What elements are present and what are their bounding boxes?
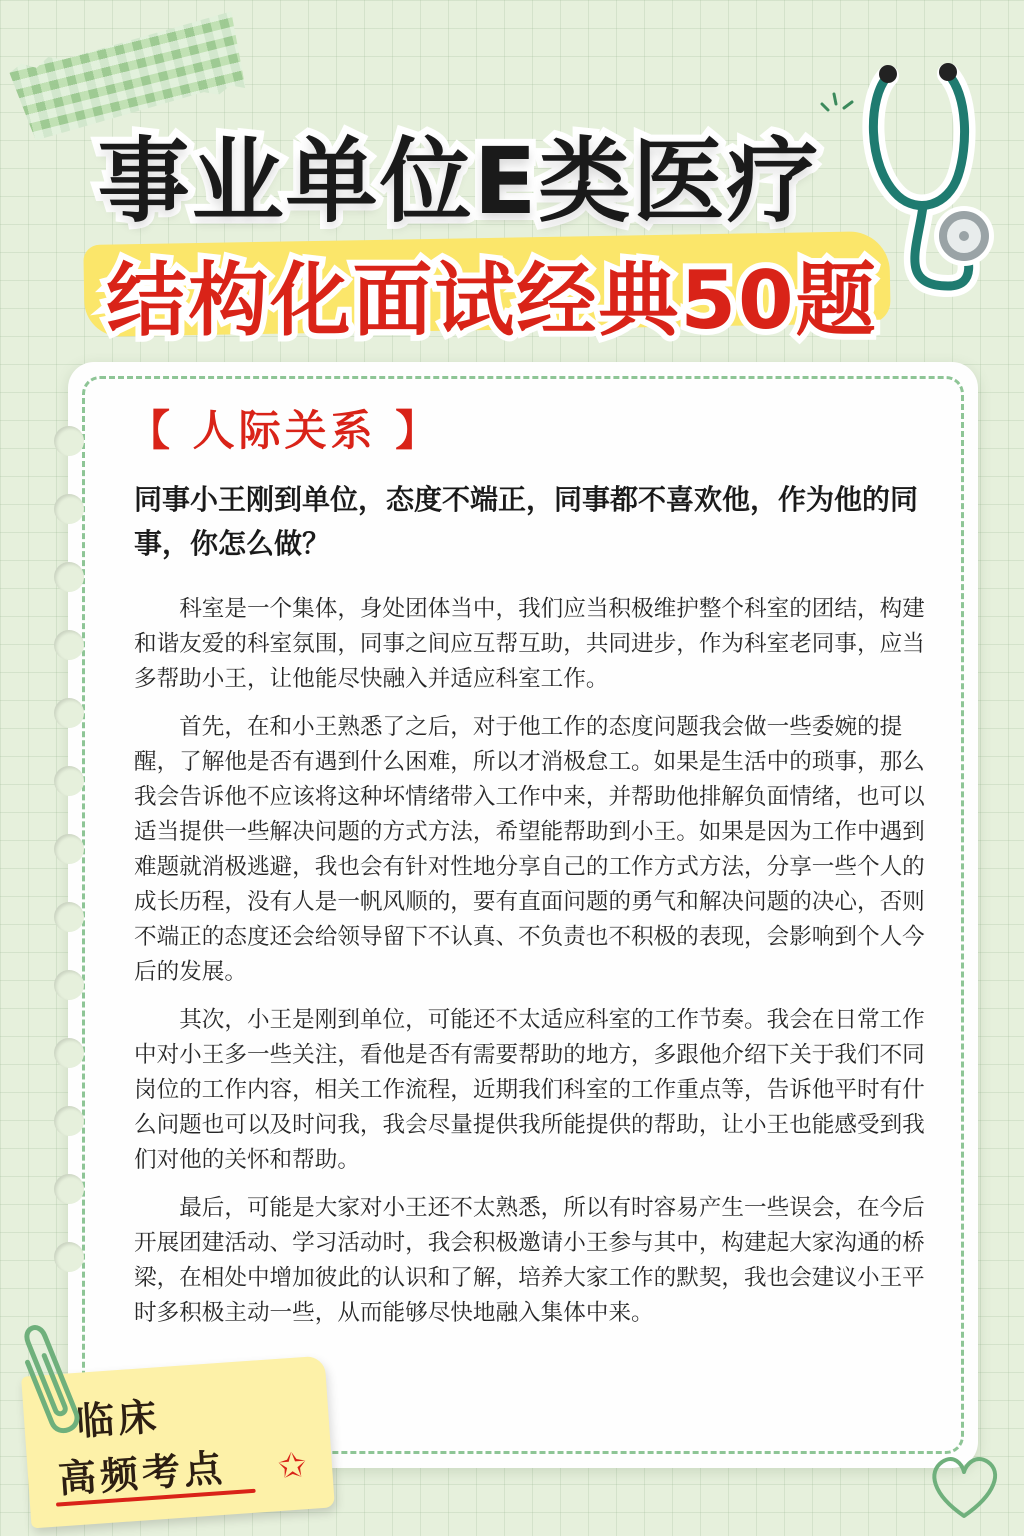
binder-hole [54,426,84,456]
binder-hole [54,494,84,524]
binder-hole [54,1106,84,1136]
answer-paragraph: 其次，小王是刚到单位，可能还不太适应科室的工作节奏。我会在日常工作中对小王多一些关注，看他是否有需要帮助的地方，多跟他介绍下关于我们不同岗位的工作内容，相关工作流程，近期我们科室的工作重点等，告诉他平时有什么问题也可以及时问我，我会尽量提供我所能提供的帮助，让小王也能感受到我们对他的关怀和帮助。 [134,1007,925,1173]
binder-hole [54,970,84,1000]
question-text: 同事小王刚到单位，态度不端正，同事都不喜欢他，作为他的同事，你怎么做？ [134,483,919,560]
sticky-note-line2: 高频考点 [56,1445,228,1502]
binder-hole [54,1174,84,1204]
heart-icon [922,1444,1006,1528]
binder-hole [54,834,84,864]
binder-hole [54,902,84,932]
answer-paragraph: 最后，可能是大家对小王还不太熟悉，所以有时容易产生一些误会，在今后开展团建活动、学习活动时，我会积极邀请小王参与其中，构建起大家沟通的桥梁，在相处中增加彼此的认识和了解，培养大家工作的默契，我也会建议小王平时多积极主动一些，从而能够尽快地融入集体中来。 [134,1195,925,1326]
star-icon: ✩ [276,1445,308,1488]
page-subtitle: 结构化面试经典50题 [106,254,878,347]
sticky-note-line1: 临床 [74,1394,162,1444]
page-title: 事业单位E类医疗 [97,128,821,235]
binder-hole [54,562,84,592]
answer-paragraph: 首先，在和小王熟悉了之后，对于他工作的态度问题我会做一些委婉的提醒，了解他是否有遇到什么困难，所以才消极怠工。如果是生活中的琐事，那么我会告诉他不应该将这种坏情绪带入工作中来，并帮助他排解负面情绪，也可以适当提供一些解决问题的方式方法，希望能帮助到小王。如果是因为工作中遇到难题就消极逃避，我也会有针对性地分享自己的工作方式方法，分享一些个人的成长历程，没有人是一帆风顺的，要有直面问题的勇气和解决问题的决心，否则不端正的态度还会给领导留下不认真、不负责也不积极的表现，会影响到个人今后的发展。 [134,714,925,985]
binder-holes [54,426,84,1446]
answer-paragraph: 科室是一个集体，身处团体当中，我们应当积极维护整个科室的团结，构建和谐友爱的科室氛围，同事之间应互帮互助，共同进步，作为科室老同事，应当多帮助小王，让他能尽快融入并适应科室工作。 [134,596,925,692]
section-title: 【 人际关系 】 [128,406,442,455]
binder-hole [54,698,84,728]
binder-hole [54,1038,84,1068]
binder-hole [54,630,84,660]
stethoscope-icon [858,56,1018,306]
answer-body [134,592,934,1344]
binder-hole [54,1242,84,1272]
binder-hole [54,766,84,796]
